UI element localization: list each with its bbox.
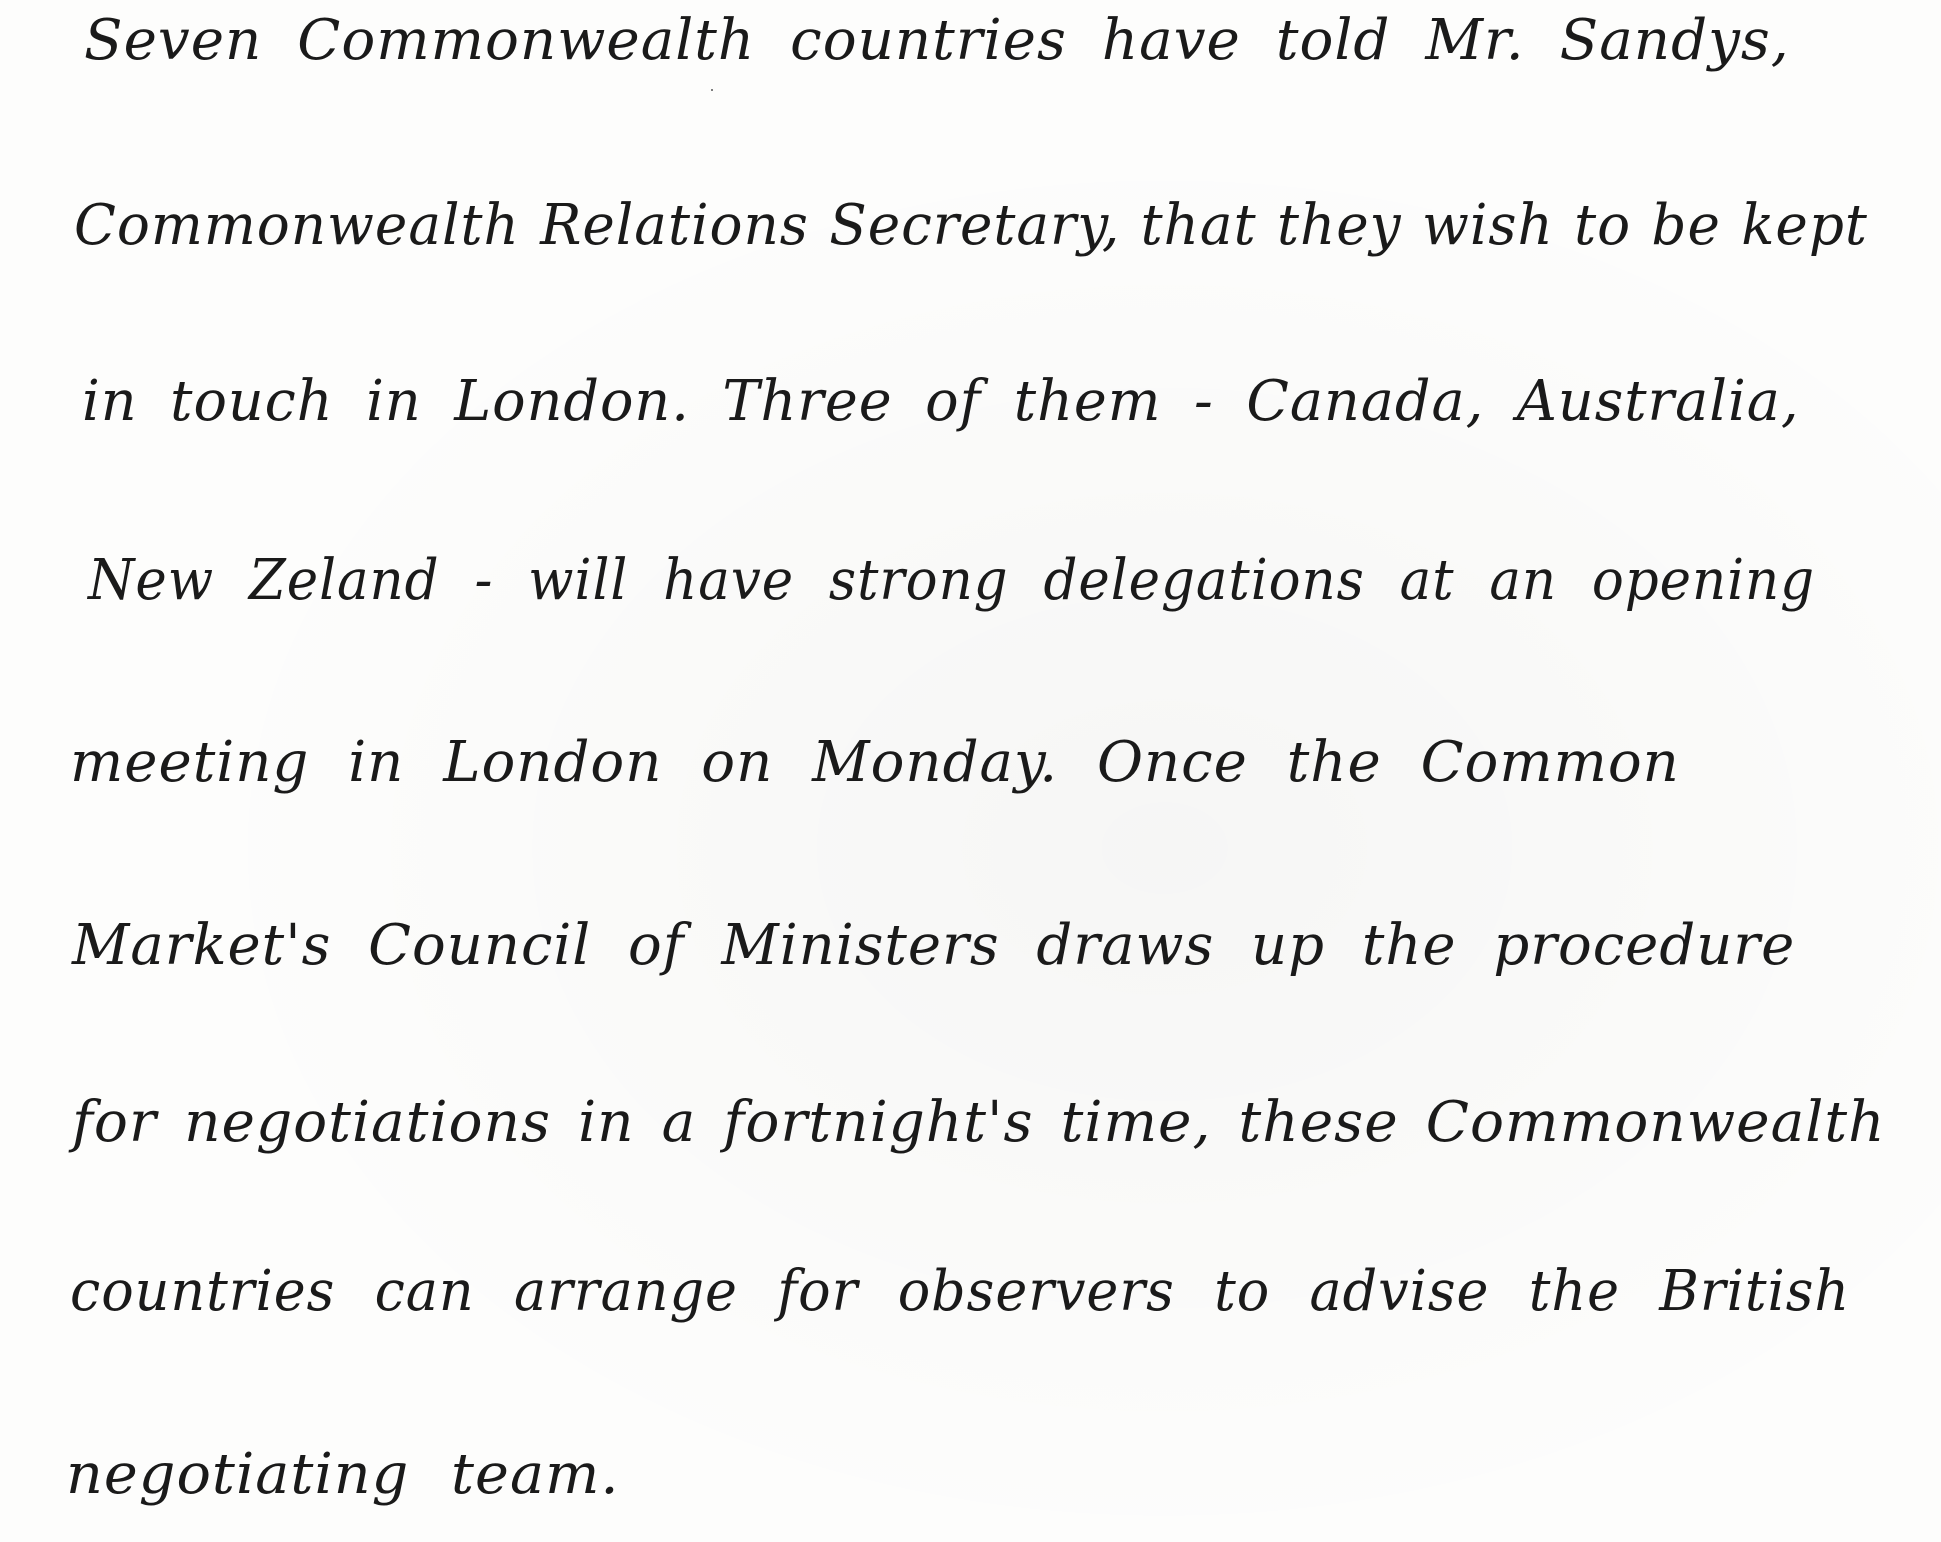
handwritten-line: negotiating team.: [66, 1442, 620, 1507]
handwritten-line: in touch in London. Three of them - Canada, Australia,: [82, 369, 1800, 434]
handwritten-line: for negotiations in a fortnight's time, these Commonwealth: [72, 1090, 1886, 1155]
handwritten-line: Market's Council of Ministers draws up the procedure: [72, 913, 1796, 978]
handwritten-line: Seven Commonwealth countries have told Mr. Sandys,: [84, 8, 1790, 73]
paper-speck: [711, 89, 713, 91]
handwritten-line: countries can arrange for observers to advise the British: [70, 1259, 1851, 1324]
handwritten-line: New Zeland - will have strong delegations at an opening: [88, 548, 1816, 613]
handwritten-line: Commonwealth Relations Secretary, that they wish to be kept: [74, 193, 1868, 258]
handwritten-line: meeting in London on Monday. Once the Common: [70, 730, 1680, 795]
